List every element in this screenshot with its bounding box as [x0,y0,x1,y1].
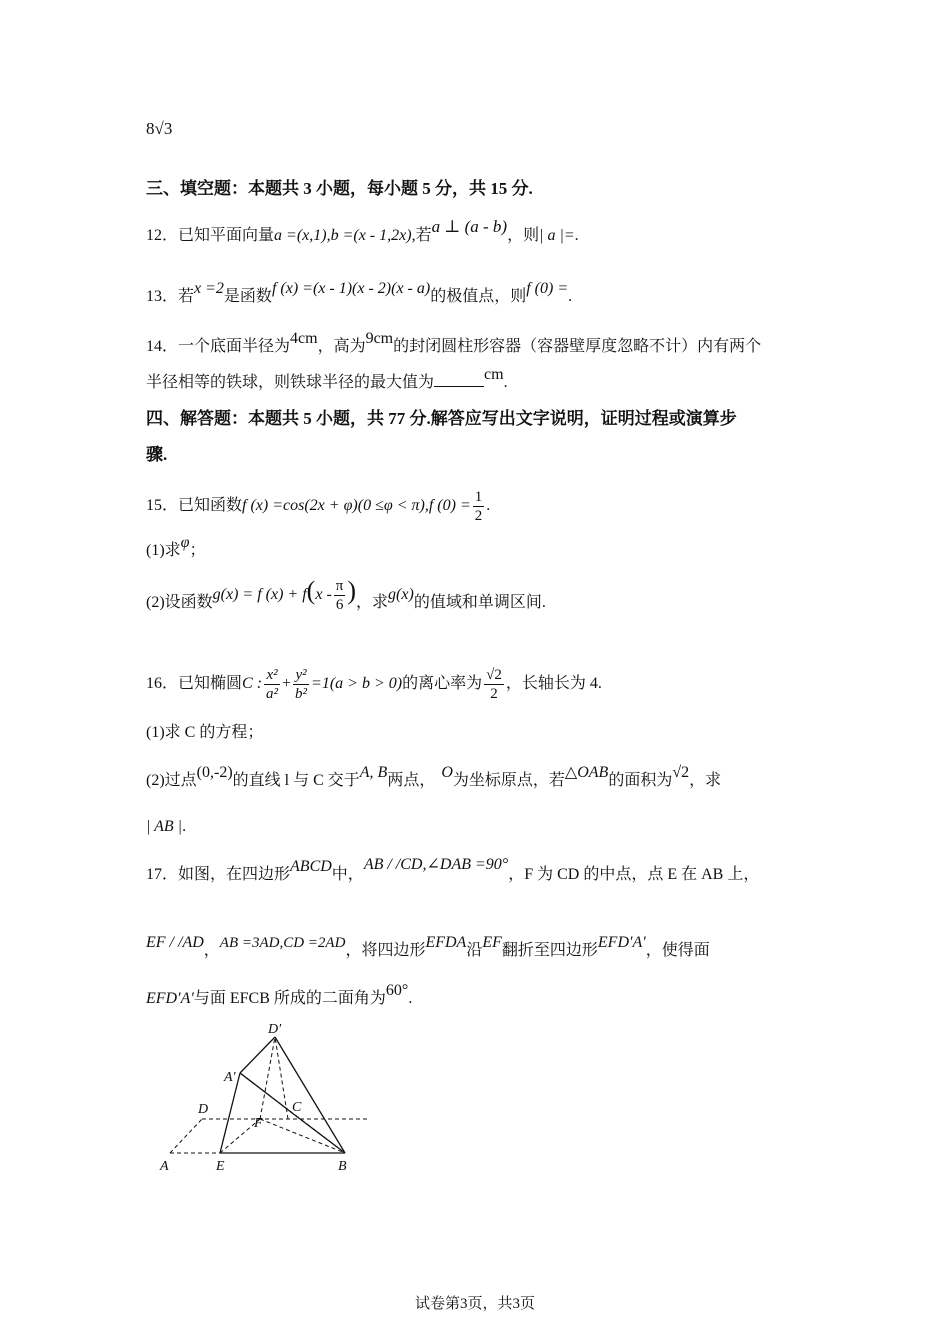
q12-tail: . [574,227,579,244]
q16-plus: + [282,675,292,692]
q17-mid1: 中， [331,866,364,883]
q15-p1-phi: φ [180,534,190,551]
q16-e-fraction [484,666,504,703]
question-17-line-2 [146,934,710,962]
q15-p1-a: (1)求 [146,542,181,559]
q14-text-b: ，高为 [317,338,366,355]
q16-e-num: √2 [486,666,502,683]
question-15-part-1 [146,534,206,562]
q17-mid5: ，使得面 [645,942,710,959]
label-F: F [254,1116,263,1131]
q12-condition: a ⊥ (a - b) [431,217,508,236]
q15-fraction [473,488,485,525]
q15-p2-pi: π [335,577,344,594]
q16-y2: y² [295,666,307,683]
q17-cond1: AB / /CD,∠DAB =90° [363,856,509,873]
q12-vec-a: a =(x,1), [274,227,331,244]
question-14-line-2 [146,366,508,394]
q14-height: 9cm [365,330,394,347]
q17-ef-parallel: EF / /AD [146,934,204,951]
q16-area: √2 [672,764,690,781]
q17-cond2: AB =3AD,CD =2AD [219,935,346,951]
q16-C: C : [242,675,263,692]
q16-e-den: 2 [490,685,498,702]
label-Dp: D′ [268,1022,282,1037]
edge-EAp [220,1073,240,1153]
q16-mid: 的离心率为 [402,675,483,692]
q17-comma: ， [203,942,220,959]
q16-intro: 16．已知椭圆 [146,675,243,692]
edge-AD [170,1119,202,1153]
q13-condition: x =2 [194,280,224,297]
label-E: E [216,1159,225,1174]
question-14-line-1 [146,330,762,358]
q17-l3-tail: . [408,990,413,1007]
q16-p2-d: 为坐标原点，若 [452,772,565,789]
q16-tail: ，长轴长为 4. [505,675,602,692]
top-answer-value: 8√3 [146,119,173,138]
q16-b2: b² [295,685,308,702]
question-16-part-3 [146,816,186,838]
q13-ask: f (0) = [526,280,569,297]
q15-p2-b: ，求 [356,594,389,611]
label-A: A [160,1159,169,1174]
answer-blank [434,372,484,387]
q15-p2-six: 6 [335,596,344,613]
label-Ap: A′ [224,1070,236,1085]
question-16 [146,664,602,704]
question-15 [146,488,490,525]
label-D: D [198,1102,209,1117]
q12-ask: | a |= [539,227,575,244]
q17-plane: EFD′A′ [146,990,194,1007]
q12-vec-b: b =(x - 1,2x), [330,227,416,244]
q16-p2-e: 的面积为 [608,772,673,789]
q15-p1-b: ； [189,542,206,559]
q14-radius: 4cm [290,330,318,347]
q13-mid2: 的极值点，则 [430,288,527,305]
q17-mid4: 翻折至四边形 [501,942,598,959]
q16-x-fraction [264,666,280,703]
q15-p2-gx: g(x) [388,586,414,603]
edge-CDp [275,1037,288,1119]
question-17-line-1 [146,856,760,886]
q15-f0: f (0) = [428,497,471,515]
q13-function: f (x) =(x - 1)(x - 2)(x - a) [271,280,431,297]
question-17-line-3 [146,982,413,1010]
q16-point: (0,-2) [196,764,233,781]
question-12 [146,217,579,247]
section-4-heading-line-1: 四、解答题：本题共 5 小题，共 77 分.解答应写出文字说明，证明过程或演算步 [146,409,737,428]
question-15-part-2: (2)设函数g(x) = f (x) + f(x - $\frac{\pi}{6}$ )，求g(x)的值域和单调区间. [146,576,546,613]
q17-l3-b: 与面 EFCB 所成的二面角为 [193,990,386,1007]
q15-function: f (x) =cos(2x + φ)(0 ≤φ < π), [242,497,429,515]
q14-tail: . [503,374,508,391]
q14-text-a: 14．一个底面半径为 [146,338,291,355]
q16-eq: =1(a > b > 0) [311,675,403,692]
q17-along: 沿 [466,942,483,959]
q15-fraction-num: 1 [474,489,483,505]
q13-number: 13．若 [146,288,195,305]
q16-p2-c: 两点， [387,772,436,789]
q16-x2: x² [266,666,278,683]
q15-p2-a: (2)设函数 [146,594,213,611]
q16-O: O [441,764,453,781]
q12-if: 若 [415,227,432,244]
question-16-part-2 [146,764,722,792]
q15-p2-inner: x - [315,586,332,603]
q16-y-fraction [293,666,309,703]
q16-p2-a: (2)过点 [146,772,197,789]
q13-tail: . [568,288,573,305]
q15-p2-fraction [334,577,346,614]
folded-quadrilateral-figure [150,1015,370,1180]
section-4-heading-line-2: 骤. [146,445,168,464]
q17-efda: EFDA [425,934,467,951]
label-B: B [338,1159,347,1174]
q16-AB: A, B [359,764,388,781]
q14-unit: cm [484,366,504,383]
page-footer: 试卷第3页，共3页 [414,1296,535,1312]
q13-mid1: 是函数 [223,288,272,305]
q16-p2-b: 的直线 l 与 C 交于 [232,772,360,789]
q15-intro: 15．已知函数 [146,497,243,515]
q17-angle: 60° [385,982,409,999]
q17-intro: 17．如图，在四边形 [146,866,291,883]
edge-CB [300,1119,345,1153]
q14-text-d: 半径相等的铁球，则铁球半径的最大值为 [146,374,435,391]
q12-number: 12．已知平面向量 [146,227,275,244]
q16-triangle: △OAB [564,764,609,781]
q14-text-c: 的封闭圆柱形容器（容器壁厚度忽略不计）内有两个 [393,338,762,355]
q12-then: ，则 [507,227,540,244]
q15-fraction-den: 2 [474,508,483,524]
q17-ABCD: ABCD [290,858,332,875]
q17-mid2: ，F 为 CD 的中点，点 E 在 AB 上， [508,866,760,883]
q16-p2-f: ，求 [689,772,722,789]
q17-EF: EF [482,934,502,951]
section-3-heading: 三、填空题：本题共 3 小题，每小题 5 分，共 15 分. [146,179,533,198]
edge-FB [260,1119,345,1153]
q17-efda-prime: EFD′A′ [597,934,646,951]
q16-p3-tail: . [182,818,187,835]
q15-p2-c: 的值域和单调区间. [413,594,546,611]
q16-abs-AB: | AB | [146,818,183,835]
q15-tail: . [486,497,491,515]
question-13 [146,280,573,308]
question-16-part-1: (1)求 C 的方程； [146,724,264,741]
edge-ApC [240,1073,300,1119]
q16-a2: a² [266,685,279,702]
q17-mid3: ，将四边形 [345,942,426,959]
edge-DpB [275,1037,345,1153]
label-C: C [292,1100,302,1115]
q15-p2-g: g(x) = f (x) + f [212,586,307,603]
